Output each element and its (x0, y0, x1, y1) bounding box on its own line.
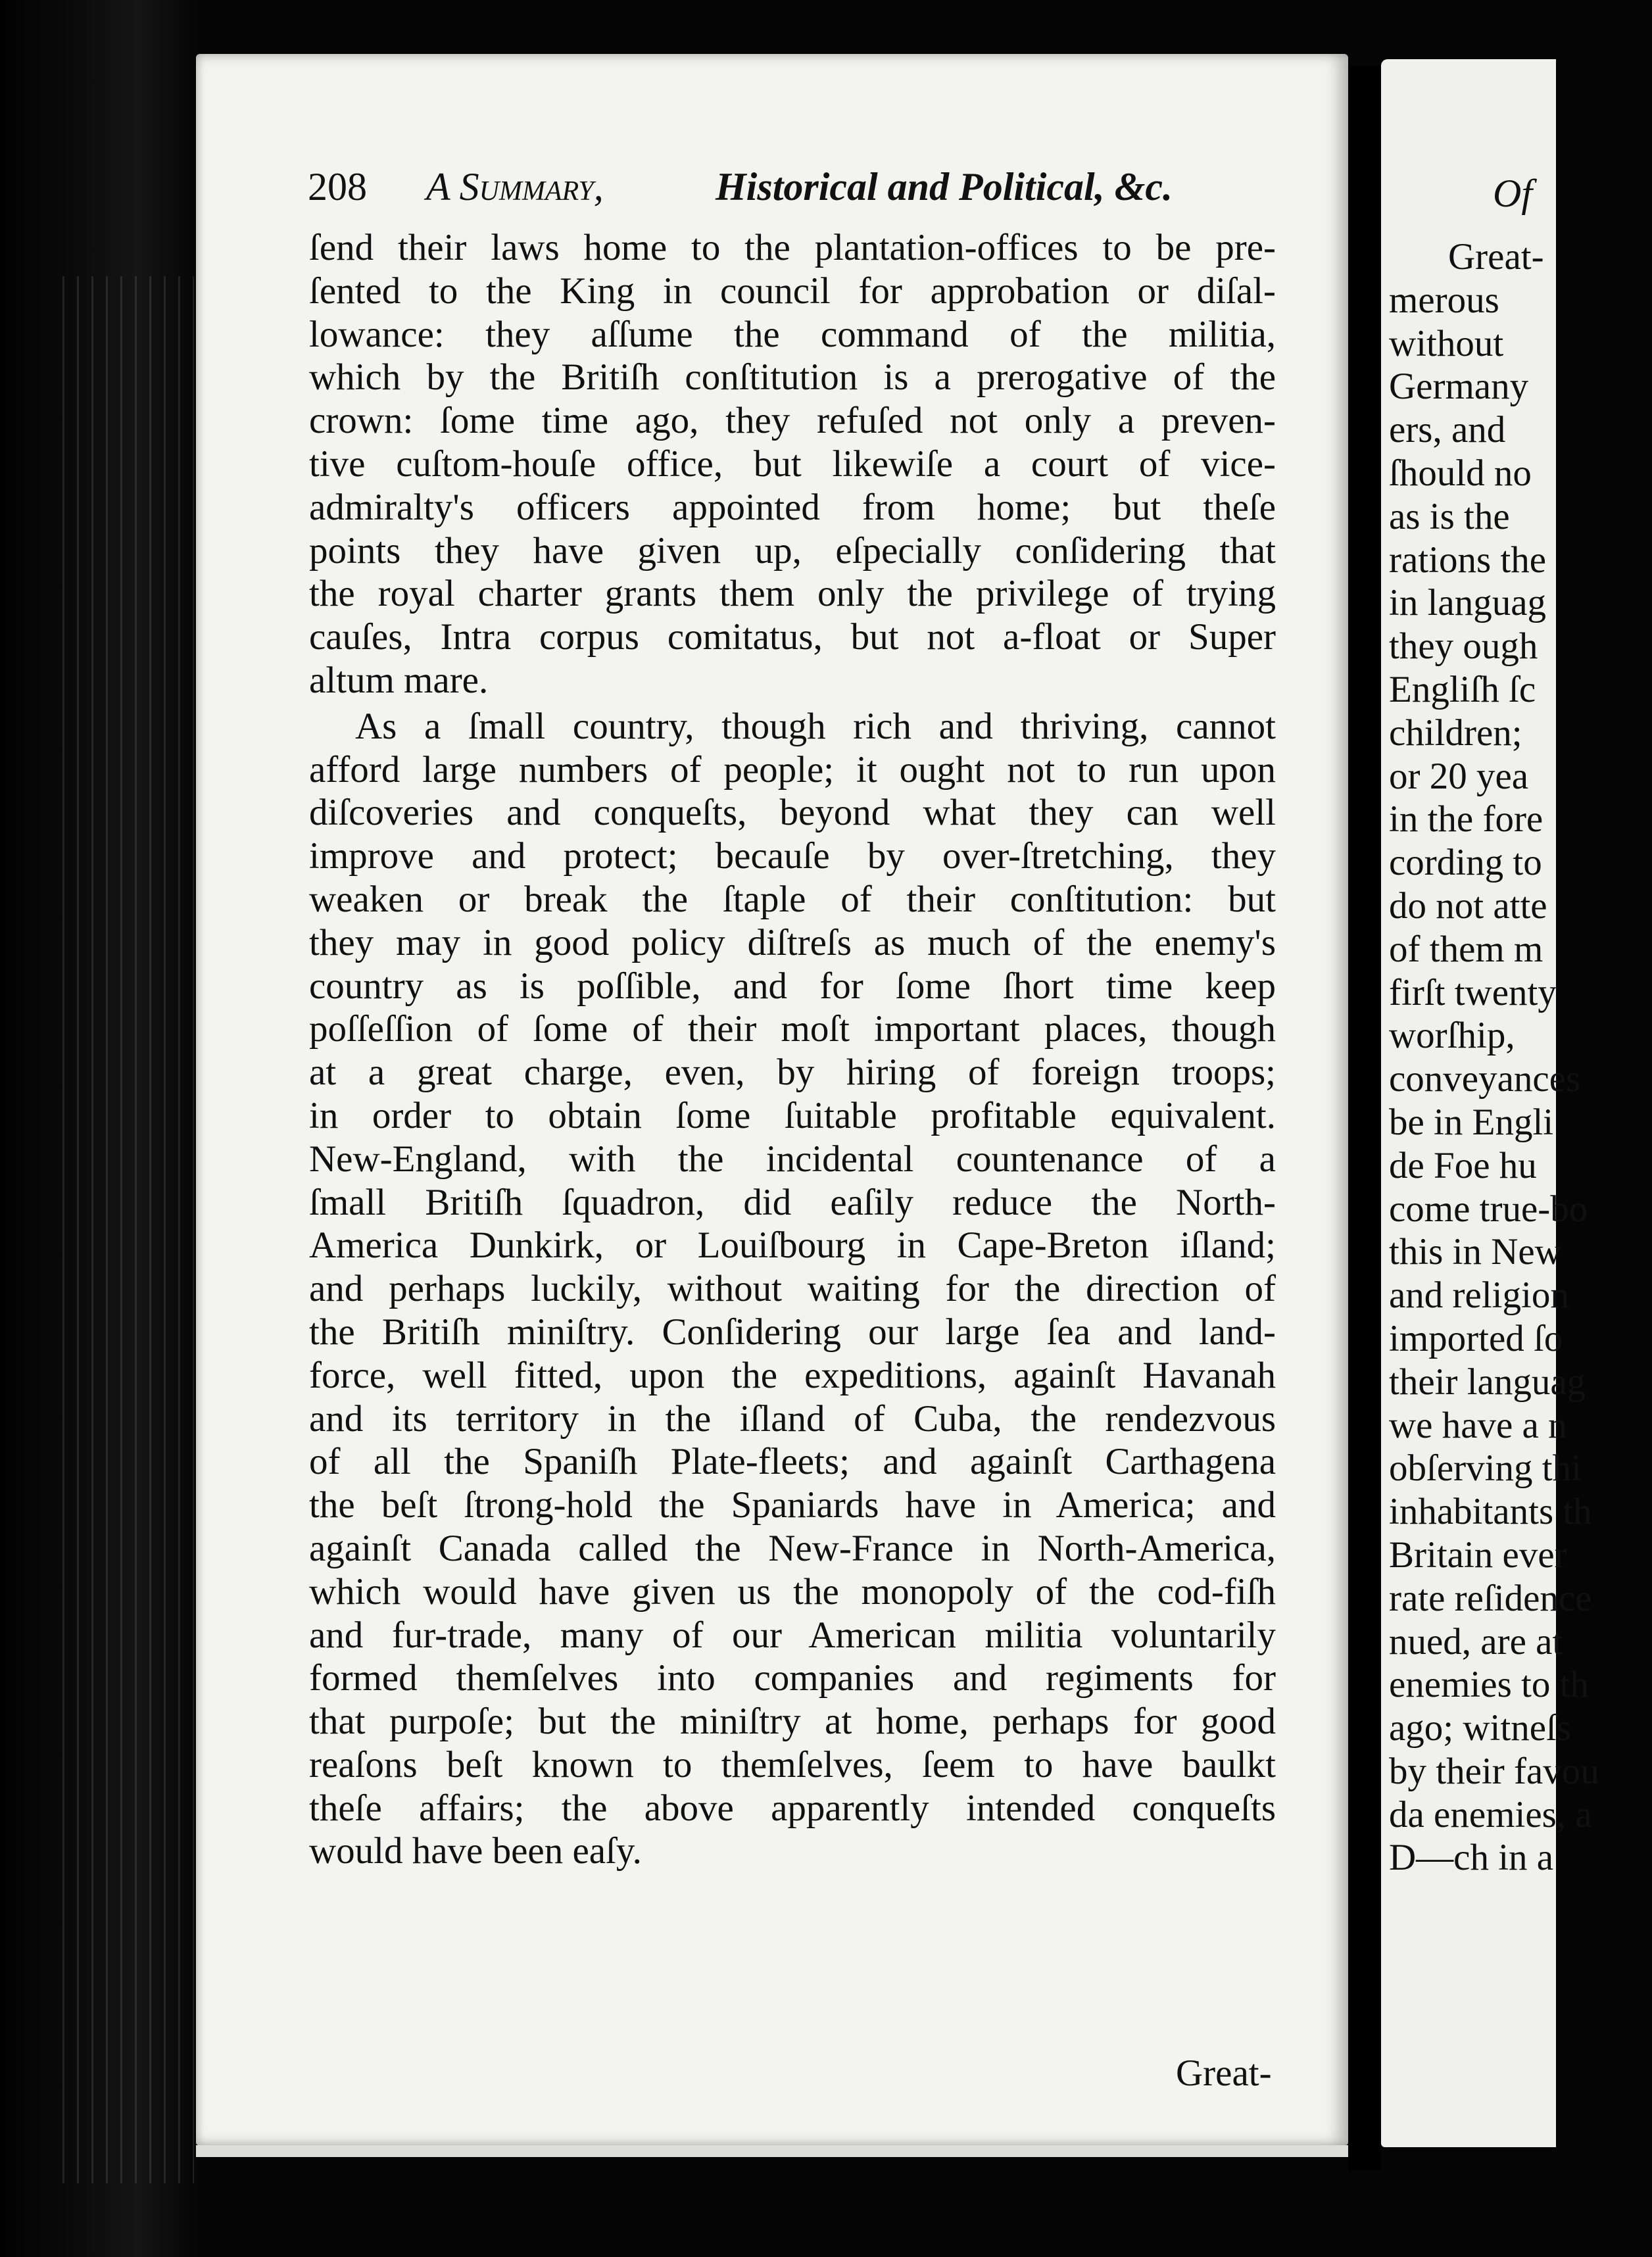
text-line: againſt Canada called the New-France in North-America, (309, 1527, 1276, 1569)
right-page-line: inhabitants th (1389, 1491, 1592, 1533)
text-line: points they have given up, eſpecially conſidering that (309, 529, 1276, 571)
right-page-line: they ough (1389, 625, 1538, 667)
page-edges (62, 276, 194, 2183)
right-page-line: obſerving thi (1389, 1447, 1582, 1490)
text-line: weaken or break the ſtaple of their conſtitution: but (309, 878, 1276, 920)
right-page-line: cording to (1389, 842, 1542, 884)
right-page-line: or 20 yea (1389, 755, 1529, 797)
right-page-line: we have a n (1389, 1404, 1567, 1446)
text-line: cauſes, Intra corpus comitatus, but not a-float or Super (309, 616, 1276, 658)
right-page-line: do not atte (1389, 885, 1547, 927)
text-line: As a ſmall country, though rich and thriving, cannot (355, 705, 1276, 747)
right-page-line: without (1389, 322, 1504, 364)
text-line: force, well fitted, upon the expeditions, againſt Havanah (309, 1354, 1276, 1396)
text-line: poſſeſſion of ſome of their moſt important places, though (309, 1008, 1276, 1050)
paragraph-2 (309, 705, 1276, 1874)
text-line: ſmall Britiſh ſquadron, did eaſily reduce the North- (309, 1181, 1276, 1223)
right-page-line: come true-bo (1389, 1188, 1588, 1230)
right-page-line: in the fore (1389, 798, 1543, 840)
text-line: tive cuſtom-houſe office, but likewiſe a court of vice- (309, 443, 1276, 485)
right-page-line: Britain ever (1389, 1534, 1567, 1576)
text-line: ſend their laws home to the plantation-offices to be pre- (309, 227, 1276, 268)
right-page-line: de Foe hu (1389, 1144, 1537, 1186)
text-line: afford large numbers of people; it ought not to run upon (309, 748, 1276, 790)
right-page-line: D—ch in a (1389, 1837, 1554, 1879)
right-page-header: Of (1493, 172, 1532, 215)
right-page-line: rate reſidence (1389, 1577, 1592, 1619)
text-line: and fur-trade, many of our American militia voluntarily (309, 1614, 1276, 1656)
text-line: and its territory in the iſland of Cuba, the rendezvous (309, 1397, 1276, 1440)
text-line: admiralty's officers appointed from home; but theſe (309, 486, 1276, 528)
right-page (1381, 59, 1599, 2147)
right-page-line: this in New (1389, 1231, 1562, 1273)
text-line: America Dunkirk, or Louiſbourg in Cape-Breton iſland; (309, 1225, 1276, 1267)
text-line: in order to obtain ſome ſuitable profitable equivalent. (309, 1094, 1276, 1136)
text-line: which would have given us the monopoly of the cod-fiſh (309, 1570, 1276, 1613)
text-line: ſented to the King in council for approbation or diſal- (309, 270, 1276, 312)
text-line: which by the Britiſh conſtitution is a prerogative of the (309, 356, 1276, 399)
right-page-line: Engliſh ſc (1389, 668, 1536, 710)
text-line: New-England, with the incidental countenance of a (309, 1138, 1276, 1180)
left-page (196, 54, 1348, 2145)
right-page-text (1389, 235, 1652, 1880)
book-spine (0, 0, 197, 2257)
right-page-line: Great- (1448, 236, 1544, 278)
running-title: A Summary, (426, 165, 604, 208)
running-subtitle: Historical and Political, &c. (716, 165, 1173, 208)
page-number: 208 (308, 165, 367, 208)
text-line: that purpoſe; but the miniſtry at home, perhaps for good (309, 1701, 1276, 1743)
right-page-line: merous (1389, 279, 1499, 321)
text-line: the Britiſh miniſtry. Conſidering our large ſea and land- (309, 1311, 1276, 1353)
right-page-line: enemies to th (1389, 1664, 1589, 1706)
right-page-line: and religion (1389, 1274, 1569, 1317)
gutter (1348, 66, 1381, 2170)
text-line: the royal charter grants them only the privilege of trying (309, 573, 1276, 615)
right-page-line: Germany (1389, 366, 1529, 408)
right-page-line: ſhould no (1389, 452, 1532, 494)
text-line: they may in good policy diſtreſs as much of the enemy's (309, 921, 1276, 963)
text-line: the beſt ſtrong-hold the Spaniards have in America; and (309, 1484, 1276, 1526)
right-page-line: as is the (1389, 495, 1510, 537)
right-page-line: firſt twenty (1389, 971, 1557, 1013)
text-line: altum mare. (309, 659, 489, 701)
text-line: formed themſelves into companies and regiments for (309, 1657, 1276, 1699)
page-header (308, 164, 1360, 217)
right-page-line: be in Engli (1389, 1101, 1554, 1143)
text-line: improve and protect; becauſe by over-ſtretching, they (309, 835, 1276, 877)
catchword: Great- (1176, 2052, 1272, 2094)
right-page-line: their languag (1389, 1361, 1586, 1403)
text-line: reaſons beſt known to themſelves, ſeem to have baulkt (309, 1743, 1276, 1785)
text-line: theſe affairs; the above apparently intended conqueſts (309, 1787, 1276, 1829)
right-page-line: da enemies, a (1389, 1793, 1592, 1835)
page-bottom-edge (196, 2145, 1348, 2157)
right-page-line: in languag (1389, 582, 1547, 624)
right-page-line: ago; witneſs (1389, 1707, 1572, 1749)
right-page-line: rations the (1389, 539, 1547, 581)
right-page-line: children; (1389, 712, 1522, 754)
right-page-line: worſhip, (1389, 1015, 1515, 1057)
right-page-line: nued, are at (1389, 1620, 1563, 1662)
text-line: at a great charge, even, by hiring of foreign troops; (309, 1052, 1276, 1094)
text-line: diſcoveries and conqueſts, beyond what they can well (309, 792, 1276, 834)
text-line: lowance: they aſſume the command of the militia, (309, 313, 1276, 355)
text-line: would have been eaſy. (309, 1830, 642, 1872)
paragraph-1 (309, 226, 1276, 702)
right-page-line: by their favou (1389, 1750, 1599, 1792)
text-line: and perhaps luckily, without waiting for the direction of (309, 1268, 1276, 1310)
right-page-line: conveyances (1389, 1058, 1581, 1100)
right-page-line: imported ſo (1389, 1317, 1563, 1359)
right-page-line: of them m (1389, 928, 1543, 970)
text-line: of all the Spaniſh Plate-fleets; and againſt Carthagena (309, 1441, 1276, 1483)
body-text (309, 226, 1276, 1873)
right-page-line: ers, and (1389, 409, 1506, 451)
text-line: crown: ſome time ago, they refuſed not only a preven- (309, 400, 1276, 442)
text-line: country as is poſſible, and for ſome ſhort time keep (309, 965, 1276, 1007)
